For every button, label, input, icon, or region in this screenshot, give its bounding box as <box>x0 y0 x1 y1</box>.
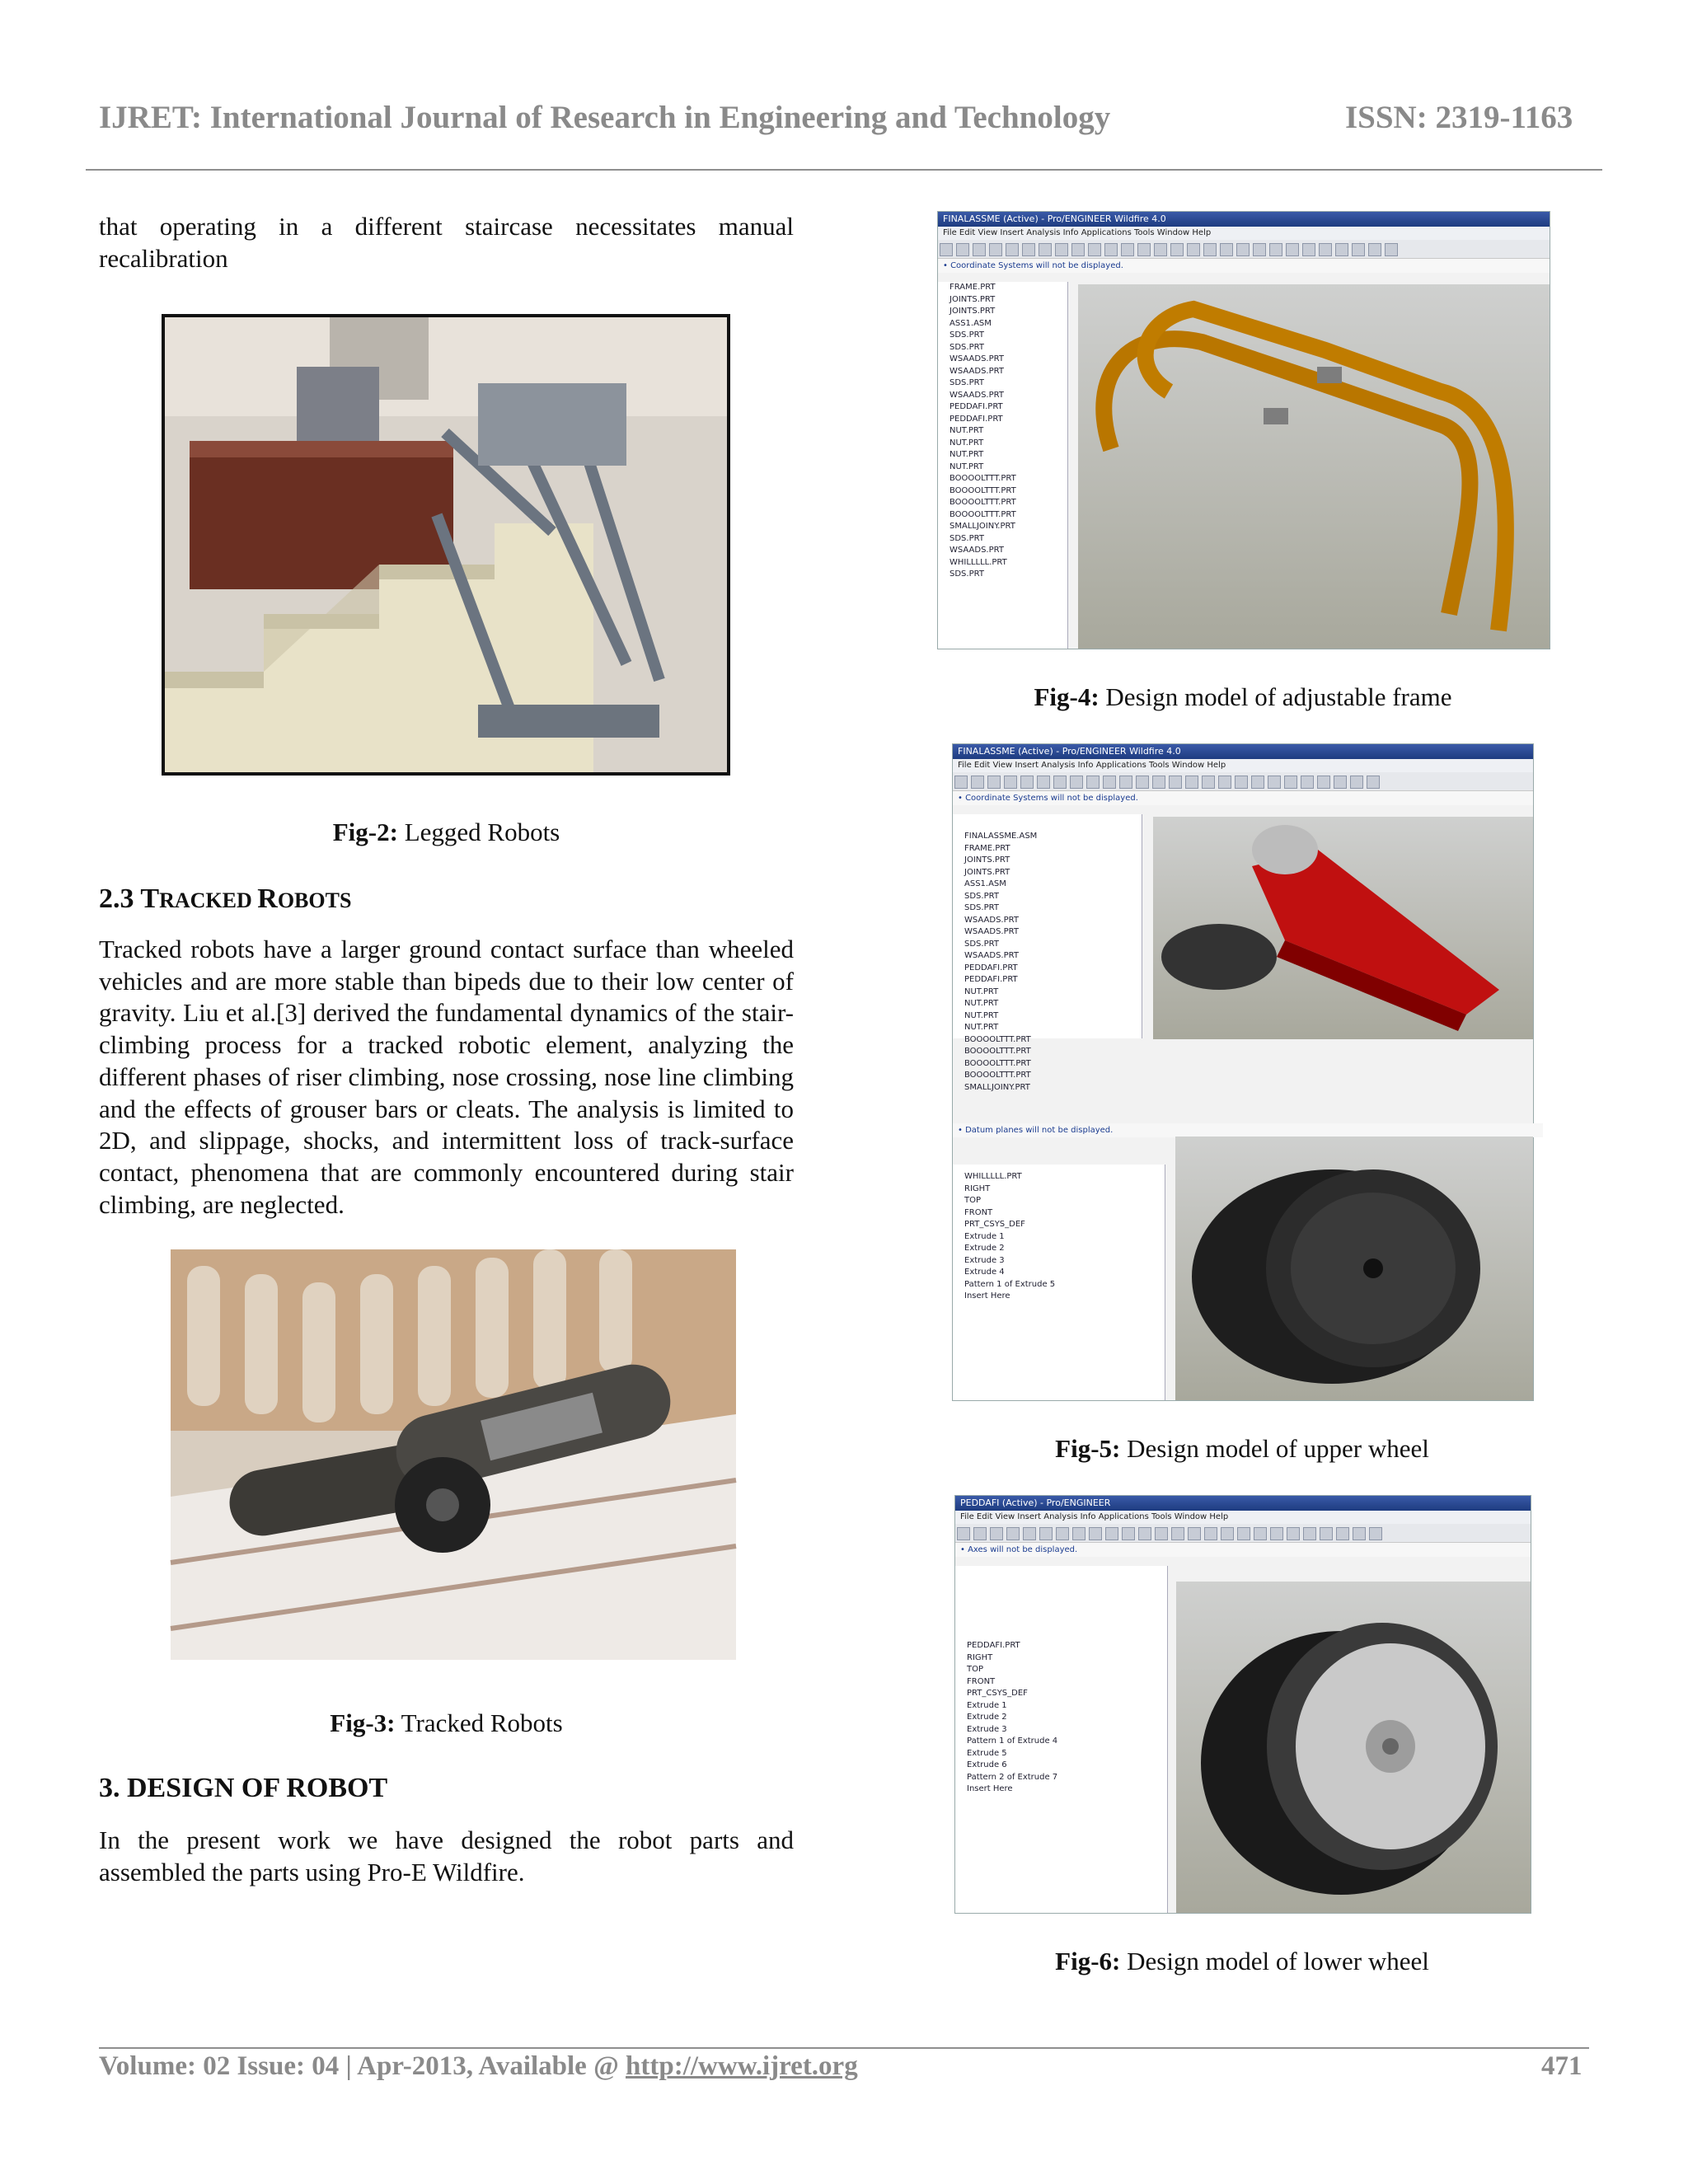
fig4-window-title: FINALASSME (Active) - Pro/ENGINEER Wildfire 4.0 <box>938 212 1550 227</box>
upper-wheel-assembly-model <box>1153 817 1533 1039</box>
model-tree-item[interactable]: WSAADS.PRT <box>950 390 1004 400</box>
fig2-caption-label: Fig-2: <box>332 818 398 846</box>
fig4-cad-window <box>937 211 1550 649</box>
fig5-menu-bar: File Edit View Insert Analysis Info Applications Tools Window Help <box>953 759 1533 772</box>
model-tree-item[interactable]: Extrude 1 <box>964 1231 1005 1241</box>
fig5-caption-label: Fig-5: <box>1055 1434 1121 1463</box>
model-tree-item[interactable]: NUT.PRT <box>964 1023 999 1032</box>
model-tree-item[interactable]: ASS1.ASM <box>964 879 1006 888</box>
section-2-3-heading <box>99 883 351 915</box>
intro-text: that operating in a different staircase necessitates manual recalibration <box>99 212 794 273</box>
model-tree-item[interactable]: FINALASSME.ASM <box>964 832 1038 841</box>
fig5-caption-text: Design model of upper wheel <box>1120 1434 1429 1463</box>
section-2-3-rest1: RACKED <box>159 888 258 912</box>
model-tree-item[interactable]: PEDDAFI.PRT <box>964 975 1018 984</box>
fig6-menu-bar: File Edit View Insert Analysis Info Applications Tools Window Help <box>955 1511 1531 1524</box>
model-tree-item[interactable]: SDS.PRT <box>950 330 984 340</box>
section-3-heading: 3. DESIGN OF ROBOT <box>99 1773 388 1803</box>
model-tree-item[interactable]: Insert Here <box>964 1291 1010 1301</box>
model-tree-item[interactable]: Extrude 6 <box>967 1760 1007 1769</box>
footer-volume <box>99 2051 858 2082</box>
model-tree-item[interactable]: WHILLLLL.PRT <box>950 557 1007 567</box>
model-tree-item[interactable]: SMALLJOINY.PRT <box>950 522 1015 531</box>
model-tree-item[interactable]: PRT_CSYS_DEF <box>967 1689 1028 1698</box>
section-2-3-number: 2.3 <box>99 883 141 914</box>
model-tree-item[interactable]: BOOOOLTTT.PRT <box>964 1071 1031 1080</box>
model-tree-item[interactable]: JOINTS.PRT <box>964 855 1010 865</box>
model-tree-item[interactable]: NUT.PRT <box>964 999 999 1008</box>
model-tree-item[interactable]: WSAADS.PRT <box>950 366 1004 376</box>
model-tree-item[interactable]: BOOOOLTTT.PRT <box>964 1034 1031 1044</box>
model-tree-item[interactable]: NUT.PRT <box>950 450 984 459</box>
fig4-toolbar <box>938 240 1550 259</box>
legged-robot-photo <box>162 314 730 776</box>
fig4-status-note: • Coordinate Systems will not be displayed. <box>938 259 1550 273</box>
fig6-toolbar <box>955 1524 1531 1543</box>
model-tree-item[interactable]: WSAADS.PRT <box>964 927 1019 936</box>
model-tree-item[interactable]: Pattern 1 of Extrude 5 <box>964 1279 1056 1289</box>
header-rule <box>86 169 1602 171</box>
fig5-status-note: • Coordinate Systems will not be displayed. <box>953 791 1533 805</box>
model-tree-item[interactable]: NUT.PRT <box>950 426 984 435</box>
model-tree-item[interactable]: FRONT <box>967 1676 996 1686</box>
model-tree-item[interactable]: Extrude 3 <box>967 1724 1007 1734</box>
fig4-caption-label: Fig-4: <box>1034 682 1100 711</box>
fig4-caption-text: Design model of adjustable frame <box>1099 682 1452 711</box>
model-tree-item[interactable]: RIGHT <box>964 1183 991 1193</box>
model-tree-item[interactable]: JOINTS.PRT <box>964 867 1010 877</box>
model-tree-item[interactable]: PEDDAFI.PRT <box>950 414 1003 424</box>
model-tree-item[interactable]: NUT.PRT <box>964 1010 999 1020</box>
fig2-caption <box>99 818 794 847</box>
model-tree-item[interactable]: SDS.PRT <box>964 939 999 949</box>
fig5-status-note-2: • Datum planes will not be displayed. <box>953 1123 1543 1137</box>
fig4-model-tree <box>938 282 1068 649</box>
tracked-robot-photo <box>171 1249 736 1660</box>
model-tree-item[interactable]: BOOOOLTTT.PRT <box>964 1058 1031 1068</box>
model-tree-item[interactable]: BOOOOLTTT.PRT <box>950 474 1016 483</box>
model-tree-item[interactable]: SDS.PRT <box>950 342 984 352</box>
footer-volume-text: Volume: 02 Issue: 04 | Apr-2013, Available @ <box>99 2051 626 2081</box>
fig5-caption <box>952 1434 1532 1464</box>
model-tree-item[interactable]: BOOOOLTTT.PRT <box>950 485 1016 495</box>
fig6-cad-window <box>954 1495 1531 1914</box>
model-tree-item[interactable]: Pattern 1 of Extrude 4 <box>967 1736 1058 1746</box>
model-tree-item[interactable]: PEDDAFI.PRT <box>967 1641 1020 1650</box>
section-2-3-rest2: OBOTS <box>277 888 352 912</box>
fig6-caption-text: Design model of lower wheel <box>1120 1947 1429 1975</box>
fig5-cad-window <box>952 743 1534 1401</box>
section-2-3-cap2: R <box>257 883 278 914</box>
model-tree-item[interactable]: Extrude 5 <box>967 1748 1007 1758</box>
model-tree-item[interactable]: Insert Here <box>967 1784 1013 1793</box>
fig4-menu-bar: File Edit View Insert Analysis Info Applications Tools Window Help <box>938 227 1550 240</box>
model-tree-item[interactable]: PEDDAFI.PRT <box>950 402 1003 411</box>
journal-title: IJRET: International Journal of Research in Engineering and Technology <box>99 100 1111 135</box>
model-tree-item[interactable]: FRONT <box>964 1207 993 1217</box>
adjustable-frame-model <box>1078 284 1550 649</box>
model-tree-item[interactable]: TOP <box>967 1665 984 1674</box>
section-2-3-cap1: T <box>140 883 160 914</box>
model-tree-item[interactable]: BOOOOLTTT.PRT <box>964 1047 1031 1056</box>
model-tree-item[interactable]: WSAADS.PRT <box>950 354 1004 363</box>
lower-wheel-model <box>1176 1582 1531 1913</box>
model-tree-item[interactable]: SDS.PRT <box>964 903 999 912</box>
model-tree-item[interactable]: WSAADS.PRT <box>964 951 1019 960</box>
fig5-model-tree-top <box>953 814 1142 1092</box>
model-tree-item[interactable]: PEDDAFI.PRT <box>964 963 1018 972</box>
fig3-caption <box>99 1708 794 1738</box>
model-tree-item[interactable]: SMALLJOINY.PRT <box>964 1082 1030 1092</box>
model-tree-item[interactable]: Extrude 1 <box>967 1700 1007 1710</box>
model-tree-item[interactable]: FRAME.PRT <box>950 283 996 292</box>
model-tree-item[interactable]: BOOOOLTTT.PRT <box>950 498 1016 507</box>
design-paragraph: In the present work we have designed the robot parts and assembled the parts using Pro-E Wildfire. <box>99 1825 794 1886</box>
page-number: 471 <box>1541 2051 1582 2081</box>
model-tree-item[interactable]: Extrude 4 <box>964 1268 1005 1277</box>
fig5-assembly-view <box>1153 817 1533 1039</box>
fig5-window-title: FINALASSME (Active) - Pro/ENGINEER Wildfire 4.0 <box>953 744 1533 759</box>
fig6-status-note: • Axes will not be displayed. <box>955 1543 1531 1557</box>
legged-robot-illustration <box>165 317 727 772</box>
upper-wheel-model <box>1175 1137 1533 1400</box>
fig6-window-title: PEDDAFI (Active) - Pro/ENGINEER <box>955 1496 1531 1511</box>
model-tree-item[interactable]: JOINTS.PRT <box>950 294 996 304</box>
fig4-caption <box>937 682 1549 712</box>
model-tree-item[interactable]: SDS.PRT <box>950 569 984 579</box>
fig3-caption-text: Tracked Robots <box>395 1708 563 1737</box>
fig2-caption-text: Legged Robots <box>397 818 560 846</box>
model-tree-item[interactable]: WHILLLLL.PRT <box>964 1172 1022 1181</box>
fig3-caption-label: Fig-3: <box>330 1708 396 1737</box>
fig4-model-view <box>1078 284 1550 649</box>
footer-rule <box>99 2047 1589 2049</box>
model-tree-item[interactable]: NUT.PRT <box>950 462 984 471</box>
fig5-wheel-view <box>1175 1137 1533 1400</box>
tracked-robots-paragraph: Tracked robots have a larger ground contact surface than wheeled vehicles and are more stable than bipeds due to their low center of gravity. Liu et al.[3] derived the fundamental dynamics of the stair-climbing process for a tracked robotic element, analyzing the different phases of riser climbing, nose crossing, nose line climbing and the effects of grouser bars or cleats. The analysis is limited to 2D, and slippage, shocks, and intermittent loss of track-surface contact, phenomena that are commonly encountered during stair climbing, are neglected. <box>99 935 794 1219</box>
fig6-caption-label: Fig-6: <box>1055 1947 1121 1975</box>
model-tree-item[interactable]: Pattern 2 of Extrude 7 <box>967 1772 1058 1782</box>
model-tree-item[interactable]: NUT.PRT <box>964 987 999 996</box>
tracked-robot-illustration <box>171 1249 736 1660</box>
model-tree-item[interactable]: SDS.PRT <box>950 378 984 387</box>
footer-link[interactable]: http://www.ijret.org <box>626 2051 858 2081</box>
model-tree-item[interactable]: PRT_CSYS_DEF <box>964 1220 1025 1229</box>
model-tree-item[interactable]: ASS1.ASM <box>950 318 992 328</box>
model-tree-item[interactable]: JOINTS.PRT <box>950 307 996 316</box>
fig6-model-view <box>1176 1582 1531 1913</box>
issn: ISSN: 2319-1163 <box>1345 100 1573 135</box>
model-tree-item[interactable]: NUT.PRT <box>950 438 984 448</box>
model-tree-item[interactable]: BOOOOLTTT.PRT <box>950 509 1016 519</box>
fig6-caption <box>954 1947 1530 1976</box>
model-tree-item[interactable]: WSAADS.PRT <box>950 546 1004 555</box>
fig6-model-tree <box>955 1566 1168 1913</box>
model-tree-item[interactable]: FRAME.PRT <box>964 843 1010 853</box>
model-tree-item[interactable]: Extrude 2 <box>964 1244 1005 1253</box>
model-tree-item[interactable]: SDS.PRT <box>950 533 984 543</box>
model-tree-item[interactable]: RIGHT <box>967 1652 993 1662</box>
fig5-model-tree-bottom <box>953 1165 1165 1400</box>
model-tree-item[interactable]: Extrude 3 <box>964 1255 1005 1265</box>
model-tree-item[interactable]: SDS.PRT <box>964 891 999 901</box>
model-tree-item[interactable]: Extrude 2 <box>967 1713 1007 1722</box>
model-tree-item[interactable]: TOP <box>964 1196 982 1205</box>
fig5-toolbar <box>953 772 1533 791</box>
model-tree-item[interactable]: WSAADS.PRT <box>964 915 1019 925</box>
